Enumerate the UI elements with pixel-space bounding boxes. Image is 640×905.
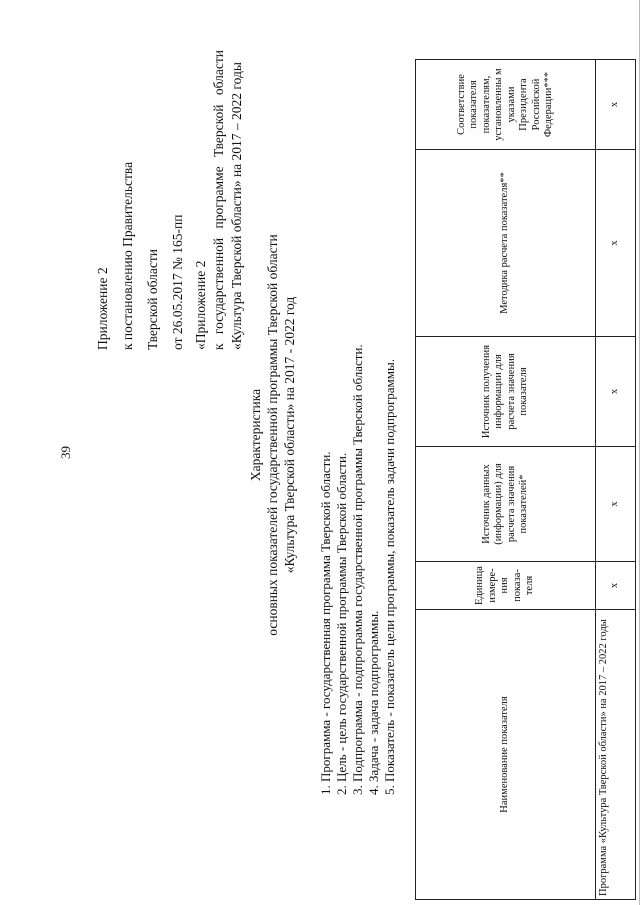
title-line: основных показателей государственной программы Тверской области <box>265 234 280 636</box>
indicators-table <box>415 59 636 900</box>
header-method: Методика расчета показателя** <box>416 150 596 337</box>
appendix-line: Приложение 2 <box>95 267 110 350</box>
appendix-line: к постановлению Правительства <box>120 161 135 350</box>
legend-item: 3. Подпрограмма - подпрограмма государственной программы Тверской области. <box>350 344 365 795</box>
word: программе <box>211 166 226 229</box>
table-header-row <box>416 60 596 900</box>
row-compliance: x <box>596 60 636 150</box>
appendix2-line: «Приложение 2 <box>193 260 208 350</box>
appendix2-justified-line <box>210 50 228 350</box>
header-info-receipt: Источник получения информации для расчета значения показателя <box>416 337 596 447</box>
row-unit: x <box>596 562 636 610</box>
header-compliance: Соответствие показателя показателям, установленны м указами Президента Российской Федерации*** <box>416 60 596 150</box>
header-unit: Единица измере-ния показа-теля <box>416 562 596 610</box>
word: государственной <box>211 237 226 335</box>
page-number: 39 <box>58 446 73 459</box>
legend-item: 2. Цель - цель государственной программы Тверской области. <box>334 452 349 795</box>
appendix2-line: «Культура Тверской области» на 2017 – 2022 годы <box>229 62 244 350</box>
row-method: x <box>596 150 636 337</box>
legend-item: 4. Задача - задача подпрограммы. <box>366 610 381 795</box>
header-name: Наименование показателя <box>416 610 596 900</box>
title-line: Характеристика <box>248 388 263 482</box>
document-title <box>247 125 298 745</box>
legend-list <box>318 195 398 795</box>
appendix-line: от 26.05.2017 № 165-пп <box>170 214 185 350</box>
appendix-header <box>90 50 190 350</box>
table-row <box>596 60 636 900</box>
title-line: «Культура Тверской области» на 2017 - 2022 год <box>282 296 297 574</box>
appendix-header-2 <box>192 50 246 350</box>
row-receipt: x <box>596 337 636 447</box>
word: к <box>211 343 226 350</box>
legend-item: 5. Показатель - показатель цели программы, показатель задачи подпрограммы. <box>382 359 397 795</box>
word: области <box>211 50 226 96</box>
appendix-line: Тверской области <box>145 249 160 350</box>
legend-item: 1. Программа - государственная программа Тверской области. <box>318 451 333 795</box>
header-data-source: Источник данных (информации) для расчета значения показателей* <box>416 447 596 562</box>
row-name: Программа «Культура Тверской области» на 2017 – 2022 годы <box>596 610 636 900</box>
row-source: x <box>596 447 636 562</box>
word: Тверской <box>211 104 226 157</box>
